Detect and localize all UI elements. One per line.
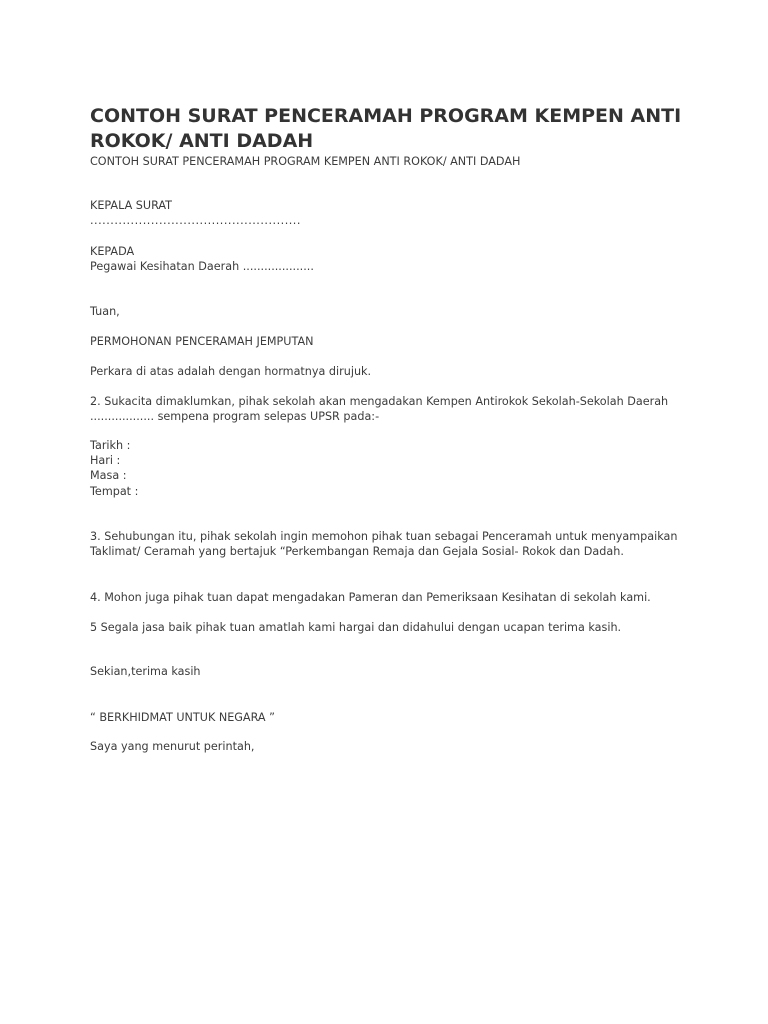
paragraph-2-line-1: 2. Sukacita dimaklumkan, pihak sekolah akan mengadakan Kempen Antirokok Sekolah-Sekolah Daerah	[90, 395, 669, 408]
recipient-label: KEPADA	[90, 245, 135, 258]
paragraph-1: Perkara di atas adalah dengan hormatnya dirujuk.	[90, 365, 372, 378]
document-subtitle: CONTOH SURAT PENCERAMAH PROGRAM KEMPEN ANTI ROKOK/ ANTI DADAH	[90, 155, 521, 168]
letterhead-blank: ....................................................	[90, 214, 301, 227]
motto: “ BERKHIDMAT UNTUK NEGARA ”	[90, 711, 275, 724]
closing-line: Sekian,terima kasih	[90, 665, 201, 678]
letterhead-label: KEPALA SURAT	[90, 199, 173, 212]
recipient-name: Pegawai Kesihatan Daerah ....................	[90, 260, 314, 273]
paragraph-3-line-2: Taklimat/ Ceramah yang bertajuk “Perkembangan Remaja dan Gejala Sosial- Rokok dan Dadah.	[90, 545, 624, 558]
detail-date: Tarikh :	[90, 439, 131, 452]
paragraph-5: 5 Segala jasa baik pihak tuan amatlah kami hargai dan didahului dengan ucapan terima kasih.	[90, 621, 622, 634]
letter-subject: PERMOHONAN PENCERAMAH JEMPUTAN	[90, 335, 314, 348]
paragraph-2-line-2: .................. sempena program selepas UPSR pada:-	[90, 410, 380, 423]
page-title: CONTOH SURAT PENCERAMAH PROGRAM KEMPEN ANTI ROKOK/ ANTI DADAH	[90, 105, 682, 152]
detail-time: Masa :	[90, 469, 127, 482]
paragraph-4: 4. Mohon juga pihak tuan dapat mengadakan Pameran dan Pemeriksaan Kesihatan di sekolah kami.	[90, 591, 651, 604]
detail-day: Hari :	[90, 454, 121, 467]
detail-place: Tempat :	[90, 485, 139, 498]
salutation: Tuan,	[90, 305, 120, 318]
paragraph-3-line-1: 3. Sehubungan itu, pihak sekolah ingin memohon pihak tuan sebagai Penceramah untuk menyampaikan	[90, 530, 678, 543]
sign-off: Saya yang menurut perintah,	[90, 740, 255, 753]
